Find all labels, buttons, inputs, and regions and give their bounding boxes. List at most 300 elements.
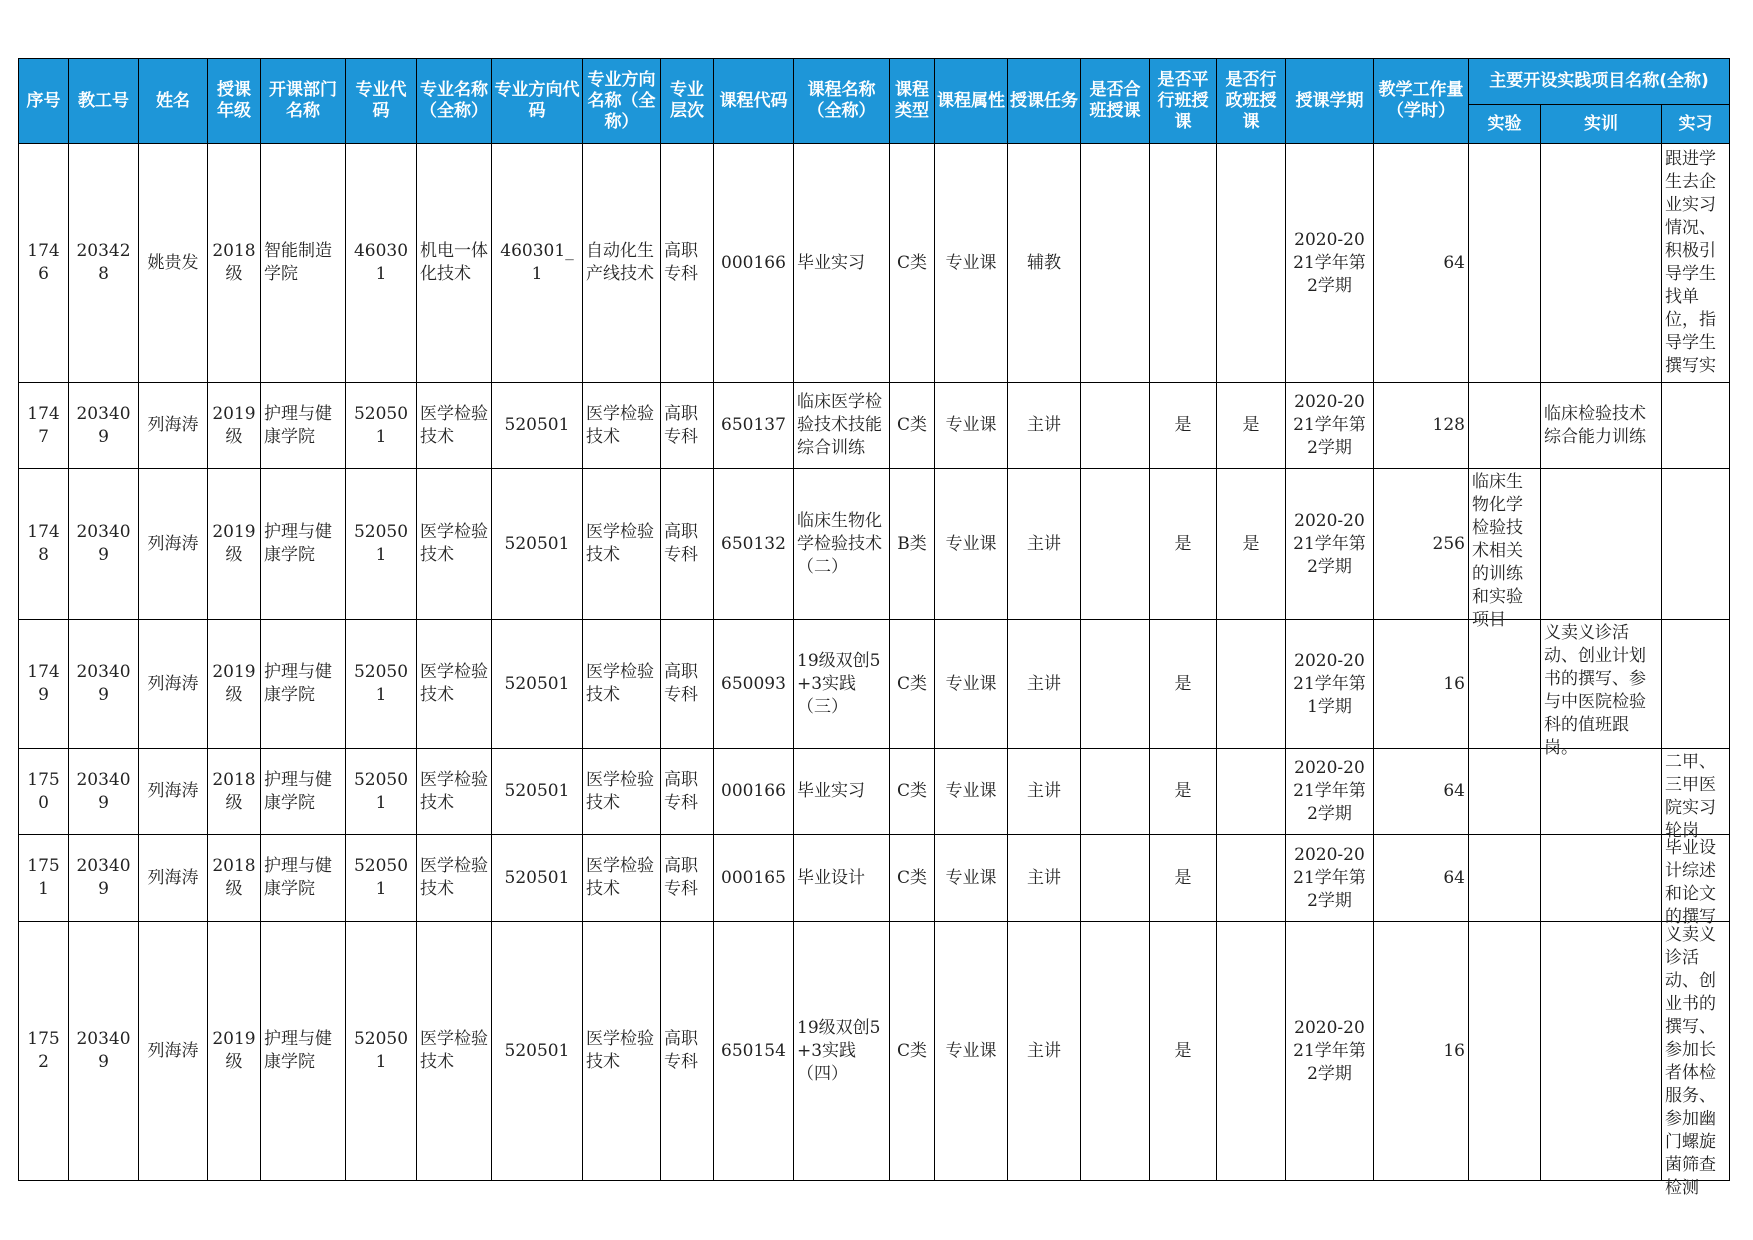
- cell-course-code: [714, 383, 794, 469]
- cell-text: 1752: [27, 1029, 60, 1072]
- cell-training: [1541, 144, 1662, 383]
- cell-text: 2019级: [212, 662, 256, 705]
- cell-experiment: [1469, 144, 1541, 383]
- cell-internship: [1662, 922, 1730, 1198]
- cell-course-type: [890, 144, 935, 383]
- cell-text: 列海涛: [147, 867, 199, 888]
- cell-staff-id: [69, 922, 139, 1181]
- cell-combined-class: [1081, 835, 1150, 922]
- cell-text: 高职专科: [664, 1029, 698, 1072]
- cell-workload-hours: [1374, 469, 1469, 620]
- cell-text: 650093: [721, 673, 786, 694]
- header-level: [661, 59, 714, 144]
- cell-text: 650132: [721, 533, 786, 554]
- cell-direction-name: [583, 144, 661, 383]
- cell-text: 是: [1174, 673, 1192, 694]
- cell-major-code: [346, 383, 417, 469]
- cell-task: [1008, 835, 1081, 922]
- header-label: 是否平行班授课: [1157, 69, 1209, 132]
- cell-course-code: [714, 835, 794, 922]
- cell-text: 1751: [27, 856, 60, 899]
- cell-teacher-name: [139, 144, 208, 383]
- cell-seq: [19, 835, 69, 922]
- cell-direction-name: [583, 383, 661, 469]
- cell-text: 高职专科: [664, 403, 698, 447]
- header-row: [19, 59, 1730, 105]
- cell-text: 医学检验技术: [420, 522, 488, 565]
- header-term: [1286, 59, 1374, 144]
- cell-text: 护理与健康学院: [264, 522, 332, 565]
- cell-admin-class: [1217, 383, 1286, 469]
- cell-text: 毕业实习: [797, 781, 865, 801]
- cell-staff-id: [69, 144, 139, 383]
- cell-text: 跟进学生去企业实习情况、积极引导学生找单位，指导学生撰写实: [1665, 149, 1716, 376]
- header-course-attribute: [935, 59, 1008, 144]
- cell-internship: [1662, 144, 1730, 383]
- header-experiment: [1469, 105, 1541, 144]
- header-label: 专业代码: [355, 80, 407, 121]
- table-row: [19, 469, 1730, 620]
- header-label: 课程类型: [895, 80, 929, 121]
- cell-text: 520501: [504, 867, 570, 888]
- header-direction-name: [583, 59, 661, 144]
- cell-text: 520501: [353, 662, 409, 705]
- cell-direction-code: [492, 144, 583, 383]
- cell-experiment: [1469, 835, 1541, 922]
- cell-course-type: [890, 835, 935, 922]
- cell-text: 1749: [27, 662, 60, 705]
- header-course-name: [794, 59, 890, 144]
- cell-text: 203409: [76, 522, 131, 565]
- header-label: 课程名称（全称）: [807, 80, 876, 121]
- cell-text: 1746: [27, 241, 60, 284]
- header-direction-code: [492, 59, 583, 144]
- cell-major-code: [346, 749, 417, 835]
- cell-text: 毕业设计综述和论文的撰写: [1665, 838, 1716, 927]
- cell-direction-name: [583, 922, 661, 1181]
- cell-text: 19级双创5+3实践（四）: [797, 1017, 881, 1084]
- cell-major-name: [417, 620, 492, 749]
- cell-training: [1541, 469, 1662, 620]
- table-row: [19, 835, 1730, 922]
- cell-direction-code: [492, 469, 583, 620]
- cell-task: [1008, 469, 1081, 620]
- cell-text: 义卖义诊活动、创业计划书的撰写、参与中医院检验科的值班跟岗。: [1544, 623, 1646, 758]
- header-label: 专业方向代码: [494, 80, 580, 121]
- cell-task: [1008, 749, 1081, 835]
- cell-department: [261, 383, 346, 469]
- cell-text: 护理与健康学院: [264, 662, 332, 705]
- cell-text: 机电一体化技术: [420, 241, 488, 284]
- cell-course-attribute: [935, 835, 1008, 922]
- cell-level: [661, 922, 714, 1181]
- cell-parallel-class: [1150, 835, 1217, 922]
- cell-course-name: [794, 749, 890, 835]
- cell-text: 203409: [76, 403, 131, 447]
- cell-teacher-name: [139, 749, 208, 835]
- cell-internship: [1662, 749, 1730, 841]
- cell-combined-class: [1081, 144, 1150, 383]
- header-task: [1008, 59, 1081, 144]
- cell-internship: [1662, 835, 1730, 927]
- cell-text: 1748: [27, 522, 60, 565]
- cell-text: 高职专科: [664, 522, 698, 565]
- cell-text: C类: [896, 867, 927, 888]
- cell-text: 203409: [76, 662, 131, 705]
- cell-text: 16: [1443, 1040, 1465, 1061]
- cell-text: 医学检验技术: [586, 522, 654, 565]
- cell-text: 520501: [353, 769, 409, 813]
- cell-text: 2019级: [212, 522, 256, 565]
- table-row: [19, 922, 1730, 1181]
- cell-text: 000166: [721, 781, 786, 801]
- cell-teacher-name: [139, 620, 208, 749]
- cell-text: 医学检验技术: [586, 662, 654, 705]
- cell-text: 智能制造学院: [264, 241, 332, 284]
- cell-teacher-name: [139, 383, 208, 469]
- header-practice-group: [1469, 59, 1730, 105]
- cell-course-code: [714, 144, 794, 383]
- cell-course-type: [890, 620, 935, 749]
- cell-text: 是: [1242, 415, 1260, 435]
- cell-text: 520501: [353, 522, 409, 565]
- cell-text: 2018级: [212, 856, 256, 899]
- cell-teacher-name: [139, 469, 208, 620]
- cell-direction-name: [583, 469, 661, 620]
- cell-staff-id: [69, 749, 139, 835]
- cell-combined-class: [1081, 749, 1150, 835]
- cell-major-code: [346, 620, 417, 749]
- cell-course-attribute: [935, 469, 1008, 620]
- header-training: [1541, 105, 1662, 144]
- cell-direction-name: [583, 620, 661, 749]
- cell-level: [661, 620, 714, 749]
- cell-direction-code: [492, 620, 583, 749]
- cell-text: 医学检验技术: [420, 1029, 488, 1072]
- cell-seq: [19, 469, 69, 620]
- cell-experiment: [1469, 383, 1541, 469]
- cell-seq: [19, 144, 69, 383]
- cell-text: 是: [1174, 867, 1192, 888]
- cell-major-code: [346, 922, 417, 1181]
- cell-parallel-class: [1150, 469, 1217, 620]
- cell-training: [1541, 922, 1662, 1181]
- cell-text: 520501: [353, 1029, 409, 1072]
- cell-text: 专业课: [945, 415, 997, 435]
- header-label: 授课年级: [217, 80, 251, 121]
- cell-training: [1541, 835, 1662, 922]
- cell-major-name: [417, 922, 492, 1181]
- cell-text: 2020-2021学年第2学期: [1293, 229, 1366, 296]
- cell-text: 辅教: [1027, 252, 1061, 273]
- cell-course-type: [890, 469, 935, 620]
- cell-text: 是: [1174, 533, 1192, 554]
- cell-course-attribute: [935, 383, 1008, 469]
- cell-text: 主讲: [1027, 673, 1061, 694]
- cell-task: [1008, 383, 1081, 469]
- cell-text: 临床生物化学检验技术相关的训练和实验项目: [1472, 472, 1523, 630]
- cell-text: 000166: [721, 252, 786, 273]
- cell-text: 列海涛: [147, 533, 199, 554]
- cell-text: C类: [896, 1040, 927, 1061]
- cell-course-attribute: [935, 620, 1008, 749]
- cell-text: 专业课: [945, 673, 997, 694]
- cell-text: 高职专科: [664, 662, 698, 705]
- cell-text: 2019级: [212, 403, 256, 447]
- cell-text: 护理与健康学院: [264, 856, 332, 899]
- cell-experiment: [1469, 922, 1541, 1181]
- cell-text: 203409: [76, 769, 131, 813]
- cell-parallel-class: [1150, 749, 1217, 835]
- cell-department: [261, 144, 346, 383]
- cell-department: [261, 469, 346, 620]
- cell-grade: [208, 383, 261, 469]
- cell-teacher-name: [139, 835, 208, 922]
- cell-text: 2018级: [212, 241, 256, 284]
- cell-parallel-class: [1150, 620, 1217, 749]
- header-seq: [19, 59, 69, 144]
- cell-text: 是: [1242, 533, 1260, 554]
- cell-text: 520501: [504, 781, 570, 801]
- cell-text: 64: [1443, 867, 1465, 888]
- cell-course-type: [890, 749, 935, 835]
- cell-workload-hours: [1374, 749, 1469, 835]
- cell-term: [1286, 469, 1374, 620]
- cell-staff-id: [69, 620, 139, 749]
- cell-text: 2020-2021学年第2学期: [1293, 510, 1366, 577]
- header-label: 课程属性: [937, 90, 1005, 111]
- cell-text: 毕业设计: [797, 867, 865, 888]
- cell-text: 专业课: [945, 867, 997, 888]
- cell-text: 1750: [27, 769, 60, 813]
- cell-text: C类: [896, 252, 927, 273]
- cell-course-name: [794, 620, 890, 749]
- cell-admin-class: [1217, 922, 1286, 1181]
- cell-text: 520501: [504, 673, 570, 694]
- cell-text: 主讲: [1027, 781, 1061, 801]
- cell-level: [661, 383, 714, 469]
- header-parallel-class: [1150, 59, 1217, 144]
- cell-text: 520501: [504, 533, 570, 554]
- cell-teacher-name: [139, 922, 208, 1181]
- cell-text: 2020-2021学年第1学期: [1293, 650, 1366, 717]
- cell-major-name: [417, 469, 492, 620]
- header-staff-id: [69, 59, 139, 144]
- cell-training: [1541, 749, 1662, 835]
- header-label: 授课学期: [1295, 90, 1364, 111]
- cell-training: [1541, 620, 1662, 758]
- cell-admin-class: [1217, 144, 1286, 383]
- cell-internship: [1662, 469, 1730, 620]
- cell-text: 19级双创5+3实践（三）: [797, 650, 881, 717]
- cell-course-type: [890, 383, 935, 469]
- cell-text: 护理与健康学院: [264, 769, 332, 813]
- cell-text: 203428: [76, 241, 131, 284]
- cell-staff-id: [69, 383, 139, 469]
- cell-text: 高职专科: [664, 769, 698, 813]
- cell-seq: [19, 620, 69, 749]
- cell-parallel-class: [1150, 922, 1217, 1181]
- cell-text: 列海涛: [147, 1040, 199, 1061]
- cell-workload-hours: [1374, 835, 1469, 922]
- cell-admin-class: [1217, 469, 1286, 620]
- header-label: 专业方向名称（全称）: [587, 69, 656, 132]
- cell-course-code: [714, 922, 794, 1181]
- cell-internship: [1662, 620, 1730, 749]
- cell-text: 专业课: [945, 1040, 997, 1061]
- cell-course-name: [794, 469, 890, 620]
- cell-direction-code: [492, 922, 583, 1181]
- cell-training: [1541, 383, 1662, 469]
- cell-text: C类: [896, 781, 927, 801]
- cell-text: 医学检验技术: [420, 769, 488, 813]
- cell-text: 是: [1174, 1040, 1192, 1061]
- cell-grade: [208, 620, 261, 749]
- cell-grade: [208, 749, 261, 835]
- cell-staff-id: [69, 469, 139, 620]
- cell-course-attribute: [935, 922, 1008, 1181]
- header-label: 专业名称（全称）: [420, 80, 488, 121]
- cell-task: [1008, 144, 1081, 383]
- header-department: [261, 59, 346, 144]
- cell-text: 医学检验技术: [420, 662, 488, 705]
- cell-text: 是: [1174, 415, 1192, 435]
- header-label: 主要开设实践项目名称(全称): [1489, 71, 1709, 91]
- cell-staff-id: [69, 835, 139, 922]
- cell-parallel-class: [1150, 383, 1217, 469]
- cell-text: 高职专科: [664, 856, 698, 899]
- cell-major-name: [417, 383, 492, 469]
- cell-text: 主讲: [1027, 867, 1061, 888]
- cell-course-name: [794, 383, 890, 469]
- cell-course-code: [714, 469, 794, 620]
- header-label: 开课部门名称: [269, 80, 337, 121]
- cell-text: 2020-2021学年第2学期: [1293, 1017, 1366, 1084]
- header-label: 实训: [1584, 113, 1618, 134]
- cell-text: 520501: [353, 856, 409, 899]
- cell-seq: [19, 383, 69, 469]
- cell-department: [261, 922, 346, 1181]
- cell-text: 主讲: [1027, 415, 1061, 435]
- cell-text: 临床检验技术综合能力训练: [1544, 403, 1646, 447]
- cell-text: 自动化生产线技术: [586, 241, 654, 284]
- cell-text: 列海涛: [147, 673, 199, 694]
- cell-workload-hours: [1374, 922, 1469, 1181]
- cell-term: [1286, 922, 1374, 1181]
- cell-major-code: [346, 835, 417, 922]
- header-label: 课程代码: [719, 90, 788, 111]
- cell-text: 主讲: [1027, 533, 1061, 554]
- cell-text: C类: [896, 673, 927, 694]
- cell-text: 二甲、三甲医院实习轮岗: [1665, 752, 1716, 841]
- cell-course-attribute: [935, 749, 1008, 835]
- cell-admin-class: [1217, 749, 1286, 835]
- cell-direction-code: [492, 835, 583, 922]
- cell-course-code: [714, 749, 794, 835]
- table-row: [19, 383, 1730, 469]
- header-course-code: [714, 59, 794, 144]
- header-label: 实习: [1678, 113, 1713, 134]
- cell-text: 256: [1432, 533, 1465, 554]
- cell-course-attribute: [935, 144, 1008, 383]
- cell-seq: [19, 749, 69, 835]
- cell-text: 2020-2021学年第2学期: [1293, 392, 1366, 458]
- cell-text: 列海涛: [147, 415, 199, 435]
- header-label: 序号: [26, 90, 61, 111]
- cell-text: 520501: [504, 415, 570, 435]
- cell-major-name: [417, 835, 492, 922]
- table-row: [19, 144, 1730, 383]
- cell-text: 000165: [721, 867, 786, 888]
- header-internship: [1662, 105, 1730, 144]
- cell-text: 医学检验技术: [586, 856, 654, 899]
- cell-text: 64: [1443, 252, 1465, 273]
- cell-text: 2018级: [212, 769, 256, 813]
- cell-major-name: [417, 144, 492, 383]
- cell-term: [1286, 620, 1374, 749]
- cell-experiment: [1469, 469, 1541, 630]
- cell-text: 毕业实习: [797, 252, 865, 273]
- cell-text: 1747: [27, 403, 60, 447]
- cell-text: 专业课: [945, 252, 997, 273]
- cell-text: 64: [1443, 781, 1465, 801]
- cell-course-name: [794, 922, 890, 1181]
- cell-combined-class: [1081, 469, 1150, 620]
- cell-task: [1008, 620, 1081, 749]
- cell-internship: [1662, 383, 1730, 469]
- cell-grade: [208, 469, 261, 620]
- cell-text: 姚贵发: [147, 252, 199, 273]
- cell-course-name: [794, 144, 890, 383]
- cell-text: 专业课: [945, 781, 997, 801]
- cell-text: 2020-2021学年第2学期: [1293, 844, 1366, 911]
- cell-admin-class: [1217, 835, 1286, 922]
- cell-level: [661, 144, 714, 383]
- cell-experiment: [1469, 620, 1541, 749]
- cell-task: [1008, 922, 1081, 1181]
- cell-term: [1286, 144, 1374, 383]
- cell-text: 医学检验技术: [586, 1029, 654, 1072]
- cell-text: 主讲: [1027, 1040, 1061, 1061]
- cell-direction-name: [583, 835, 661, 922]
- cell-text: 医学检验技术: [586, 403, 654, 447]
- cell-grade: [208, 144, 261, 383]
- cell-text: 义卖义诊活动、创业书的撰写、参加长者体检服务、参加幽门螺旋菌筛查检测: [1665, 925, 1716, 1198]
- header-label: 是否合班授课: [1089, 80, 1141, 121]
- cell-experiment: [1469, 749, 1541, 835]
- cell-text: 2019级: [212, 1029, 256, 1072]
- cell-grade: [208, 835, 261, 922]
- cell-text: 医学检验技术: [420, 856, 488, 899]
- table-row: [19, 620, 1730, 749]
- header-course-type: [890, 59, 935, 144]
- header-major-name: [417, 59, 492, 144]
- cell-course-code: [714, 620, 794, 749]
- cell-term: [1286, 835, 1374, 922]
- cell-text: C类: [896, 415, 927, 435]
- cell-major-code: [346, 469, 417, 620]
- cell-text: 203409: [76, 1029, 131, 1072]
- cell-level: [661, 469, 714, 620]
- cell-admin-class: [1217, 620, 1286, 749]
- cell-department: [261, 835, 346, 922]
- cell-text: 520501: [504, 1040, 570, 1061]
- cell-course-type: [890, 922, 935, 1181]
- cell-text: 临床医学检验技术技能综合训练: [797, 392, 882, 458]
- cell-workload-hours: [1374, 620, 1469, 749]
- cell-level: [661, 749, 714, 835]
- header-grade: [208, 59, 261, 144]
